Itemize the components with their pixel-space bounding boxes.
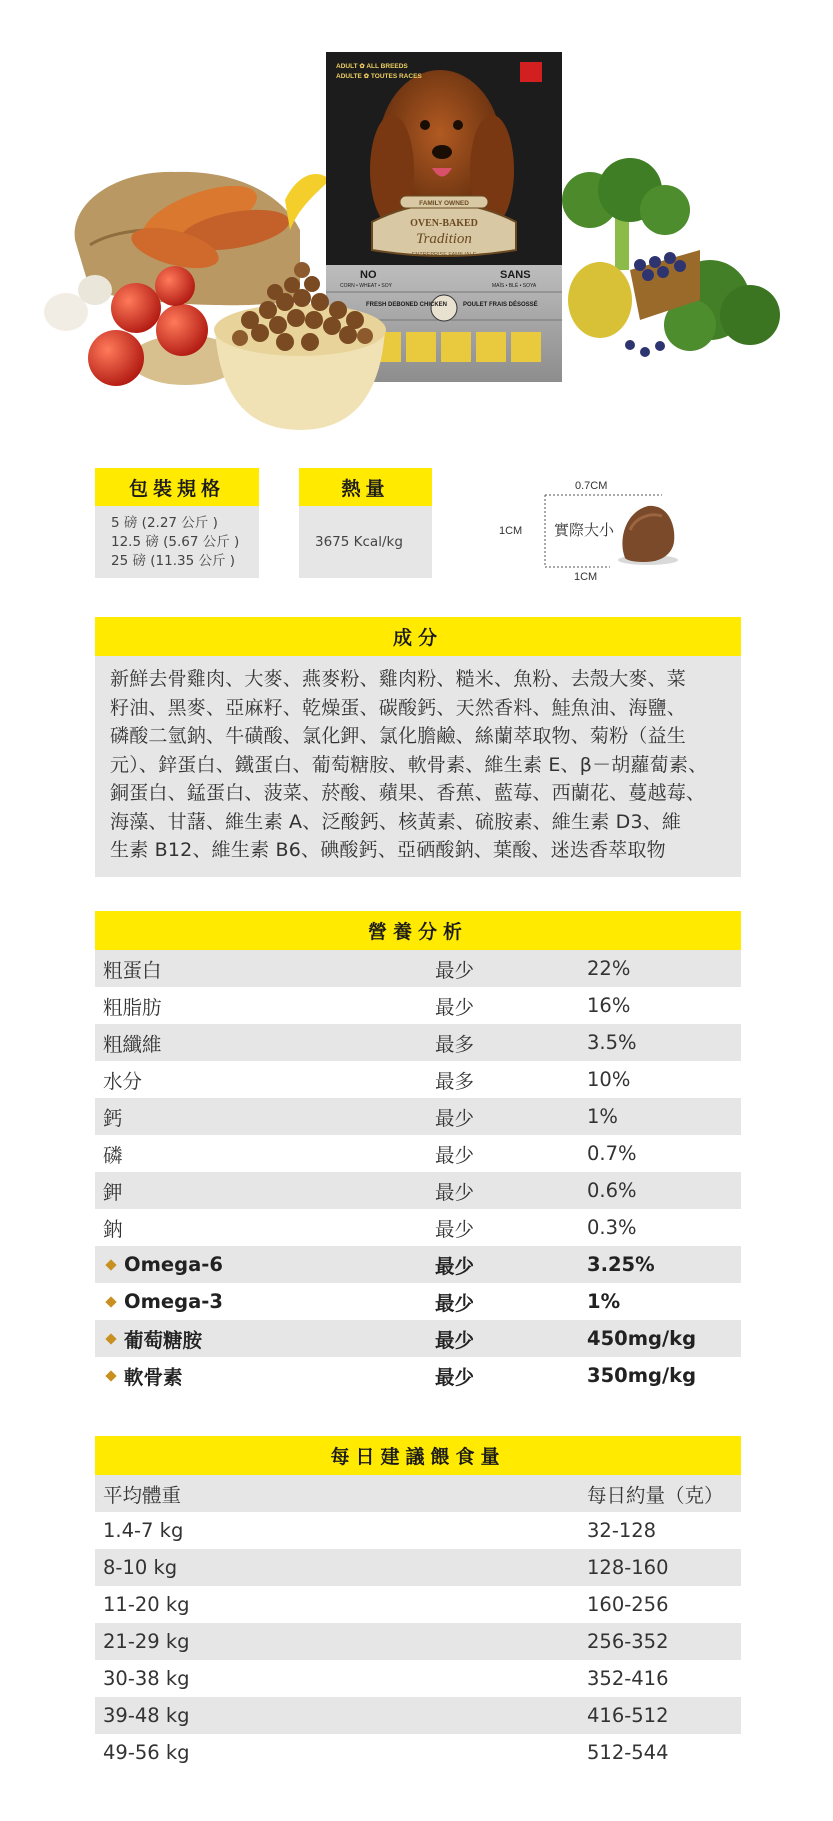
- nutrition-row-highlight: [95, 1357, 741, 1394]
- nutrient-qualifier: 最多: [435, 1069, 475, 1093]
- nutrient-qualifier: 最多: [435, 1032, 475, 1056]
- nutrition-section: [95, 911, 741, 1394]
- nutrition-table: [95, 950, 741, 1394]
- nutrient-value: 1%: [587, 1105, 618, 1128]
- weight-cell: 30-38 kg: [103, 1667, 190, 1690]
- feeding-row: [95, 1623, 741, 1660]
- weight-cell: 8-10 kg: [103, 1556, 178, 1579]
- ingredients-line: 元）、鋅蛋白、鐵蛋白、葡萄糖胺、軟骨素、維生素 E、β－胡蘿蔔素、: [110, 753, 708, 776]
- ingredients-text: [95, 656, 741, 877]
- nutrition-row: [95, 1024, 741, 1061]
- nutrient-name: 鈉: [103, 1217, 123, 1241]
- ingredients-line: 磷酸二氫鈉、牛磺酸、氯化鉀、氯化膽鹼、絲蘭萃取物、菊粉（益生: [110, 725, 687, 747]
- kibble-icon: [618, 506, 678, 565]
- ingredients-line: 籽油、黑麥、亞麻籽、乾燥蛋、碳酸鈣、天然香料、鮭魚油、海鹽、: [110, 696, 687, 719]
- nutrient-qualifier: 最少: [435, 1180, 475, 1204]
- bag-brand-script: Tradition: [416, 231, 472, 247]
- bag-family-owned: FAMILY OWNED: [419, 200, 469, 207]
- nutrition-row: [95, 1098, 741, 1135]
- ingredients-line: 海藻、甘藷、維生素 A、泛酸鈣、核黃素、硫胺素、維生素 D3、維: [110, 810, 682, 833]
- nutrition-row: [95, 950, 741, 987]
- nutrient-qualifier: 最少: [435, 1143, 475, 1167]
- feeding-row: [95, 1512, 741, 1549]
- garlic: [78, 275, 112, 305]
- ingredients-section: [95, 617, 741, 877]
- ingredients-line: 生素 B12、維生素 B6、碘酸鈣、亞硒酸鈉、葉酸、迷迭香萃取物: [110, 839, 666, 861]
- bag-fresh-fr: POULET FRAIS DÉSOSSÉ: [463, 302, 538, 308]
- calories-spec: [299, 468, 432, 578]
- pear: [568, 262, 632, 338]
- nutrient-value: 3.5%: [587, 1031, 637, 1054]
- nutrition-row-highlight: [95, 1283, 741, 1320]
- feeding-header-row: [95, 1475, 741, 1512]
- kibble-size-diagram: [490, 470, 710, 580]
- nutrition-row-highlight: [95, 1246, 741, 1283]
- nutrition-title: 營養分析: [95, 911, 741, 950]
- nutrient-qualifier: 最少: [435, 1217, 475, 1241]
- amount-cell: 160-256: [587, 1593, 669, 1616]
- nutrient-name-cell: [95, 1253, 435, 1276]
- weight-cell: 49-56 kg: [103, 1741, 190, 1764]
- nutrition-row: [95, 1135, 741, 1172]
- nutrient-name: 粗脂肪: [103, 995, 162, 1019]
- nutrition-row: [95, 1172, 741, 1209]
- packaging-list: [95, 506, 259, 578]
- kibble-width-label: 0.7CM: [575, 480, 608, 492]
- nutrient-name: 磷: [103, 1143, 123, 1167]
- nutrient-qualifier: 最少: [435, 1328, 475, 1352]
- calories-title: 熱量: [299, 468, 432, 506]
- nutrient-value: 22%: [587, 957, 631, 980]
- bag-no-sub: CORN • WHEAT • SOY: [340, 283, 392, 289]
- feeding-table: [95, 1475, 741, 1771]
- banana: [285, 174, 330, 230]
- feeding-row: [95, 1734, 741, 1771]
- packaging-spec: [95, 468, 259, 578]
- diamond-bullet-icon: [105, 1259, 116, 1270]
- bag-sans: SANS: [500, 269, 531, 281]
- bag-brand-top: OVEN-BAKED: [410, 218, 478, 229]
- feeding-row: [95, 1660, 741, 1697]
- kibble-caption: 實際大小: [554, 521, 615, 539]
- nutrient-name: Omega-6: [124, 1253, 223, 1276]
- nutrient-name: 鉀: [103, 1180, 123, 1204]
- nutrient-value: 3.25%: [587, 1253, 655, 1276]
- nutrient-value: 10%: [587, 1068, 631, 1091]
- nutrient-name: 鈣: [103, 1106, 123, 1130]
- apple: [111, 283, 161, 333]
- feeding-title: 每日建議餵食量: [95, 1436, 741, 1475]
- apple: [155, 266, 195, 306]
- kibble-height-label: 1CM: [499, 525, 523, 537]
- feeding-row: [95, 1697, 741, 1734]
- apple: [156, 304, 208, 356]
- weight-cell: 11-20 kg: [103, 1593, 190, 1616]
- nutrient-qualifier: 最少: [435, 958, 475, 982]
- nutrient-name: 水分: [103, 1069, 143, 1093]
- bag-entreprise: ENTREPRISE FAMILIALE: [411, 252, 477, 258]
- canada-flag-icon: [520, 62, 542, 82]
- nutrient-name: 葡萄糖胺: [124, 1328, 203, 1352]
- nutrient-value: 450mg/kg: [587, 1327, 697, 1350]
- diamond-bullet-icon: [105, 1296, 116, 1307]
- weight-cell: 21-29 kg: [103, 1630, 190, 1653]
- apple: [88, 330, 144, 386]
- packaging-line: 5 磅 (2.27 公斤 ): [111, 515, 218, 531]
- nutrient-name: 粗蛋白: [103, 958, 162, 982]
- ingredients-title: 成分: [95, 617, 741, 656]
- nutrient-name: Omega-3: [124, 1290, 223, 1313]
- feeding-section: [95, 1436, 741, 1771]
- nutrient-name-cell: [95, 1362, 435, 1390]
- packaging-line: 25 磅 (11.35 公斤 ): [111, 553, 236, 569]
- nutrient-qualifier: 最少: [435, 1106, 475, 1130]
- amount-header: 每日約量（克）: [587, 1483, 724, 1507]
- amount-cell: 512-544: [587, 1741, 669, 1764]
- nutrient-name: 軟骨素: [124, 1365, 183, 1389]
- feeding-row: [95, 1549, 741, 1586]
- nutrition-row: [95, 1061, 741, 1098]
- bag-age-line2: ADULTE ✿ TOUTES RACES: [336, 73, 422, 80]
- nutrition-row-highlight: [95, 1320, 741, 1357]
- amount-cell: 352-416: [587, 1667, 669, 1690]
- calories-value: [299, 506, 432, 578]
- bag-sans-sub: MAÏS • BLÉ • SOYA: [492, 283, 537, 289]
- ingredients-line: 新鮮去骨雞肉、大麥、燕麥粉、雞肉粉、糙米、魚粉、去殼大麥、菜: [110, 668, 687, 690]
- nutrient-value: 0.3%: [587, 1216, 637, 1239]
- nutrition-row: [95, 1209, 741, 1246]
- nutrient-value: 16%: [587, 994, 631, 1017]
- product-hero-image: [0, 0, 833, 440]
- nutrient-name: 粗纖維: [103, 1032, 162, 1056]
- nutrient-qualifier: 最少: [435, 995, 475, 1019]
- weight-header: 平均體重: [103, 1483, 182, 1507]
- packaging-line: 12.5 磅 (5.67 公斤 ): [111, 534, 240, 550]
- amount-cell: 128-160: [587, 1556, 669, 1579]
- diamond-bullet-icon: [105, 1370, 116, 1381]
- nutrient-value: 1%: [587, 1290, 621, 1313]
- diamond-bullet-icon: [105, 1333, 116, 1344]
- weight-cell: 1.4-7 kg: [103, 1519, 184, 1542]
- chicken-icon: [431, 295, 457, 321]
- feeding-row: [95, 1586, 741, 1623]
- nutrition-row: [95, 987, 741, 1024]
- nutrient-name-cell: [95, 1290, 435, 1313]
- nutrient-qualifier: 最少: [435, 1365, 475, 1389]
- amount-cell: 256-352: [587, 1630, 669, 1653]
- amount-cell: 32-128: [587, 1519, 657, 1542]
- packaging-title: 包裝規格: [95, 468, 259, 506]
- nutrient-name-cell: [95, 1325, 435, 1353]
- amount-cell: 416-512: [587, 1704, 669, 1727]
- nutrient-value: 0.7%: [587, 1142, 637, 1165]
- weight-cell: 39-48 kg: [103, 1704, 190, 1727]
- bag-no: NO: [360, 269, 377, 281]
- nutrient-qualifier: 最少: [435, 1254, 475, 1278]
- nutrient-value: 0.6%: [587, 1179, 637, 1202]
- bag-age-line1: ADULT ✿ ALL BREEDS: [336, 63, 408, 70]
- nutrient-value: 350mg/kg: [587, 1364, 697, 1387]
- nutrient-qualifier: 最少: [435, 1291, 475, 1315]
- ingredients-line: 銅蛋白、錳蛋白、菠菜、菸酸、蘋果、香蕉、藍莓、西蘭花、蔓越莓、: [110, 782, 706, 804]
- bag-fresh-en: FRESH DEBONED CHICKEN: [366, 302, 448, 308]
- calories-value-text: 3675 Kcal/kg: [315, 534, 403, 550]
- kibble-depth-label: 1CM: [574, 571, 598, 580]
